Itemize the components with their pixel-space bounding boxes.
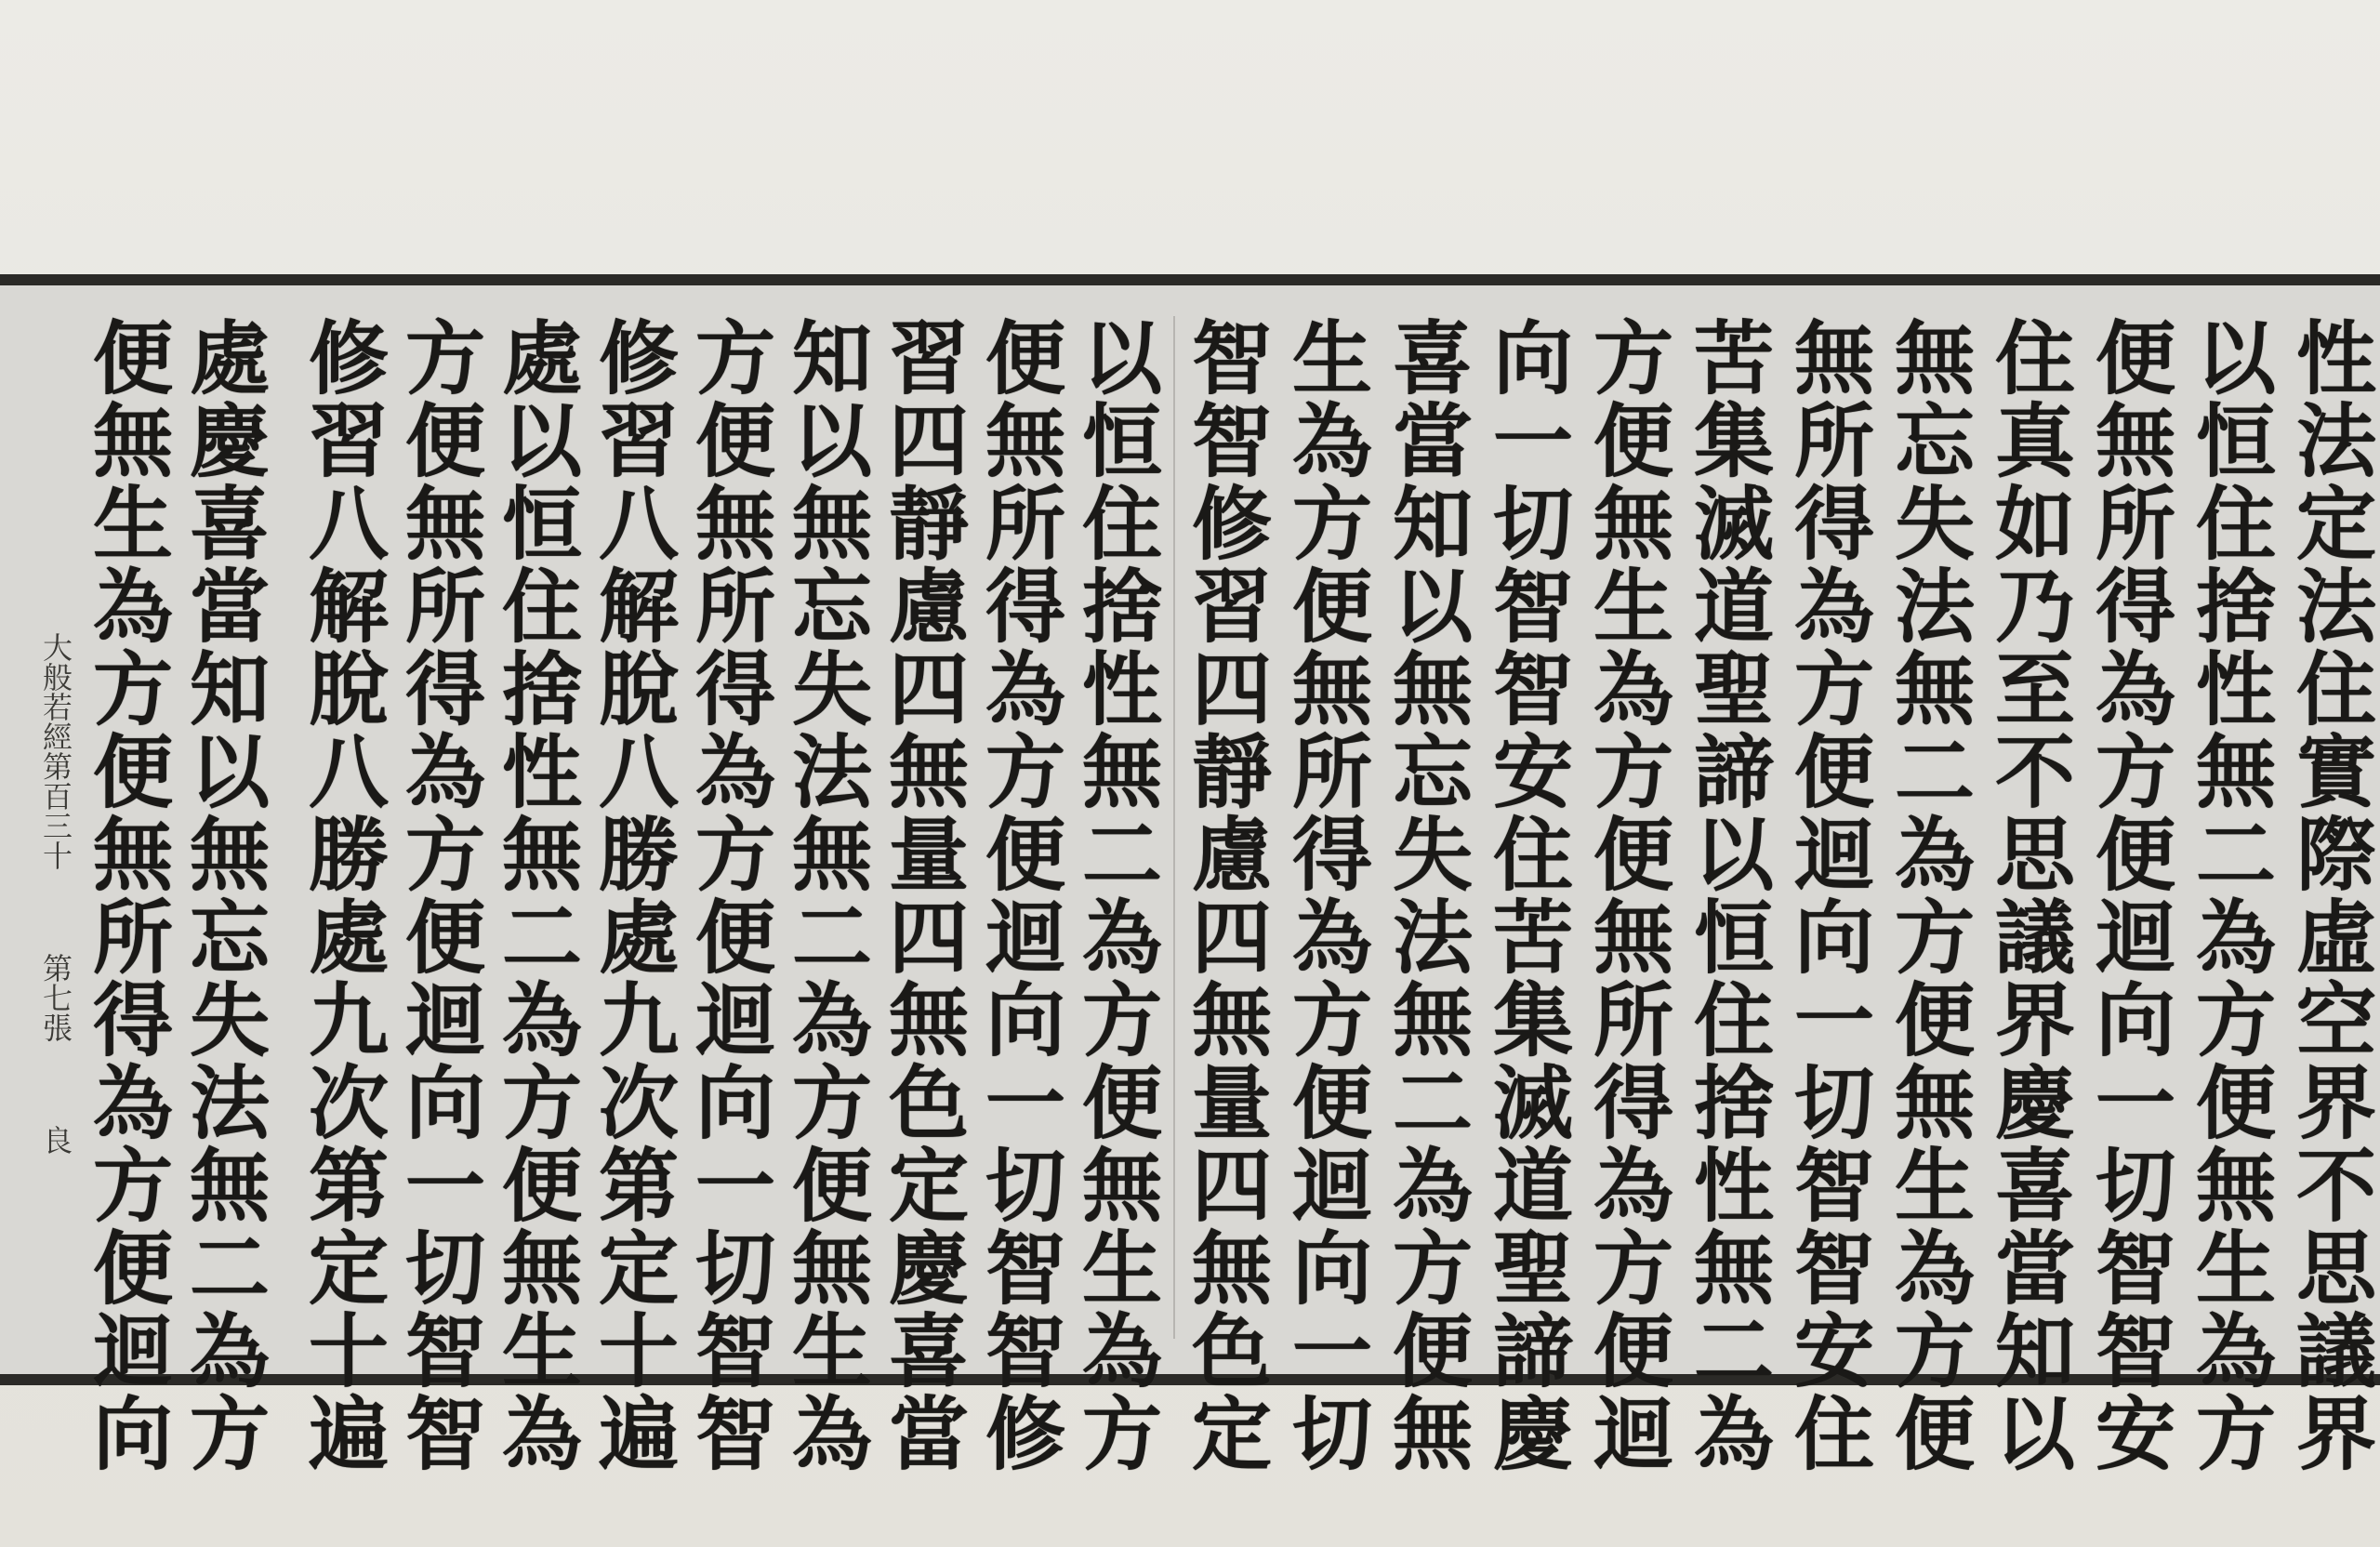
center-fold-line [1173,316,1175,1339]
text-column-16: 知以無忘失法無二為方便無生為 [778,316,872,1474]
text-column-12: 智智修習四靜慮四無量四無色定 [1178,316,1272,1474]
text-column-3: 便無所得為方便迴向一切智智安 [2082,316,2175,1474]
text-column-19: 處以恒住捨性無二為方便無生為 [488,316,582,1474]
text-column-10: 喜當知以無忘失法無二為方便無 [1379,316,1473,1474]
margin-page-number: 第七張 [38,953,73,1042]
text-column-17: 方便無所得為方便迴向一切智智 [681,316,775,1474]
margin-carver-mark: 良 [38,1125,73,1155]
text-column-14: 便無所得為方便迴向一切智智修 [972,316,1065,1474]
text-column-13: 以恒住捨性無二為方便無生為方 [1068,316,1162,1474]
margin-sutra-title: 大般若經第百三十 [38,632,73,870]
text-column-4: 住真如乃至不思議界慶喜當知以 [1981,316,2075,1474]
text-column-21: 修習八解脫八勝處九次第定十遍 [295,316,389,1474]
text-column-7: 苦集滅道聖諦以恒住捨性無二為 [1680,316,1774,1474]
text-column-6: 無所得為方便迴向一切智智安住 [1780,316,1874,1474]
text-column-2: 以恒住捨性無二為方便無生為方 [2182,316,2276,1474]
text-column-18: 修習八解脫八勝處九次第定十遍 [585,316,679,1474]
text-column-9: 向一切智智安住苦集滅道聖諦慶 [1479,316,1573,1474]
text-column-22: 處慶喜當知以無忘失法無二為方 [176,316,270,1474]
text-column-23: 便無生為方便無所得為方便迴向 [79,316,173,1474]
text-column-11: 生為方便無所得為方便迴向一切 [1278,316,1372,1474]
top-border-rule [0,274,2380,285]
text-column-15: 習四靜慮四無量四無色定慶喜當 [875,316,969,1474]
text-column-5: 無忘失法無二為方便無生為方便 [1881,316,1975,1474]
text-column-1: 性法定法住實際虛空界不思議界 [2282,316,2376,1474]
text-column-20: 方便無所得為方便迴向一切智智 [391,316,485,1474]
text-column-8: 方便無生為方便無所得為方便迴 [1580,316,1673,1474]
